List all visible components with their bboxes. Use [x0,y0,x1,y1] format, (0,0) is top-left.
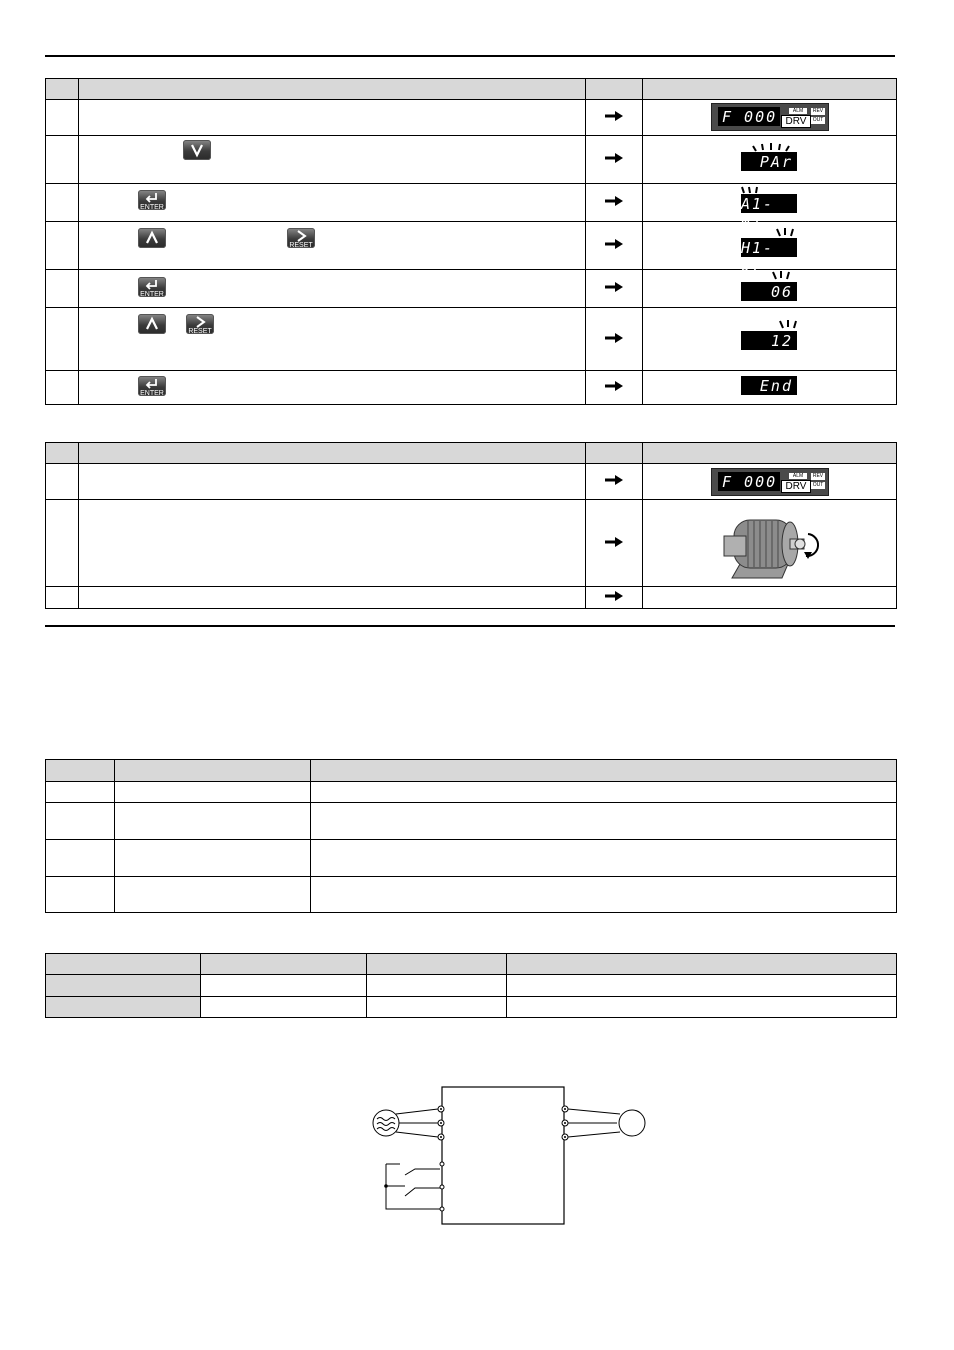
top-rule [45,55,895,57]
wiring-diagram [370,1084,650,1229]
lcd-display [741,238,797,275]
right-arrow-icon [604,195,624,210]
table-row [46,840,897,877]
keypad-panel-display [711,468,829,496]
rev-indicator: REV [812,473,824,479]
lcd-text: H1-07 [741,239,775,275]
lcd-text: 12 [770,332,793,350]
enter-key-label: ENTER [140,390,164,397]
out-indicator: OUT [812,117,824,123]
blink-marks-icon [777,320,799,329]
reset-key-label: RESET [188,328,212,335]
reset-key-label: RESET [289,242,313,249]
frequency-readout: F 000 [722,473,778,491]
right-arrow-icon [604,332,624,347]
table-row [46,587,897,609]
lcd-text: PAr [759,153,793,171]
table-row [46,997,897,1018]
alm-indicator: ALM [789,108,807,114]
blink-marks-icon [739,186,761,194]
alm-indicator: ALM [789,473,807,479]
table-row [46,803,897,840]
out-indicator: OUT [812,482,824,488]
right-arrow-icon [604,536,624,551]
drv-indicator: DRV [781,480,811,493]
section-rule [45,625,895,627]
enter-key-label: ENTER [140,291,164,298]
enter-key-label: ENTER [140,204,164,211]
right-arrow-icon [604,238,624,253]
blink-marks-icon [774,228,796,237]
lcd-text: 06 [770,283,793,301]
rev-indicator: REV [812,108,824,114]
setting-table [45,953,897,1018]
blink-marks-icon [770,271,792,280]
right-arrow-icon [604,474,624,489]
drv-indicator: DRV [781,115,811,128]
table-row [46,877,897,913]
motor-symbol-icon [619,1110,645,1136]
table-row [46,782,897,803]
frequency-readout: F 000 [722,108,778,126]
right-arrow-icon [604,110,624,125]
lcd-display [741,376,797,395]
right-arrow-icon [604,281,624,296]
lcd-text: End [759,377,793,395]
lcd-display [741,152,797,171]
ac-source-icon [373,1110,399,1136]
right-arrow-icon [604,380,624,395]
lcd-display [741,282,797,301]
right-arrow-icon [604,152,624,167]
table-row [46,975,897,997]
keypad-panel-display [711,103,829,131]
right-arrow-icon [604,590,624,605]
lcd-text: A1-01 [741,195,775,231]
drive-block [442,1087,564,1224]
parameter-table [45,759,897,913]
lcd-display [741,194,797,231]
motor-icon [720,512,830,582]
lcd-display [741,331,797,350]
